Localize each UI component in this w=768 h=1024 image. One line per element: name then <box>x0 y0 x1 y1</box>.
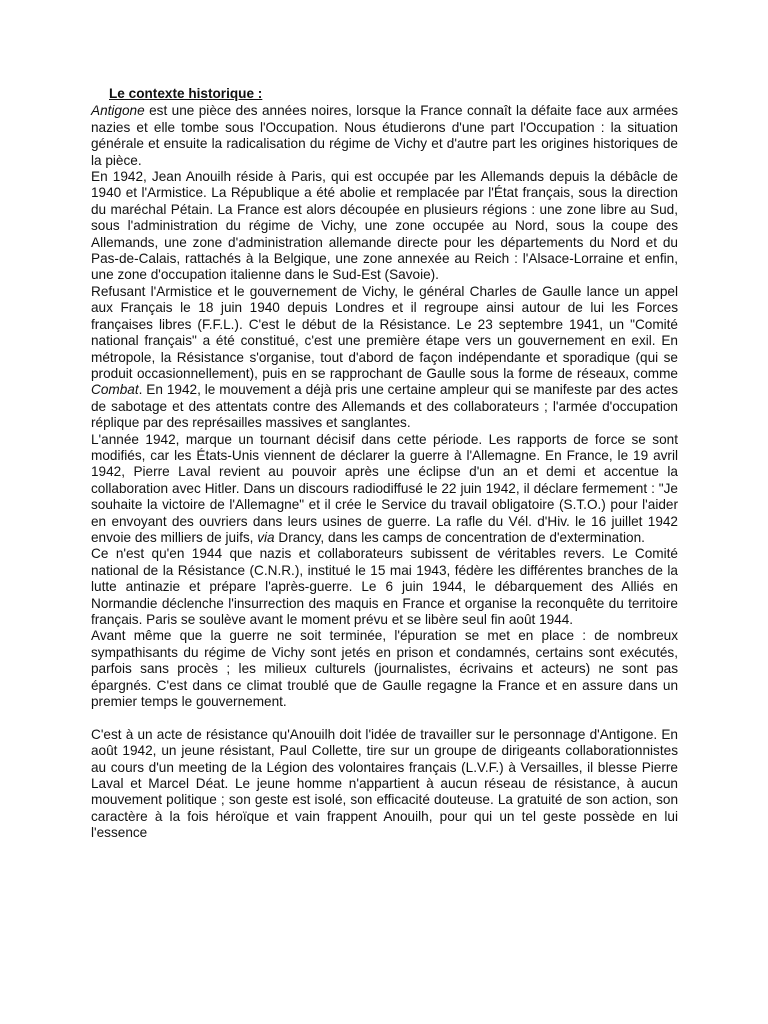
paragraph-spacer <box>91 710 678 726</box>
paragraph-1944: Ce n'est qu'en 1944 que nazis et collaborateurs subissent de véritables revers. Le Comité national de la Résistance (C.N.R.), institué le 15 mai 1943, fédère les différentes branches de la lutte antinazie et prépare l'après-guerre. Le 6 juin 1944, le débarquement des Alliés en Normandie déclenche l'insurrection des maquis en France et organise la reconquête du territoire français. Paris se soulève avant le moment prévu et se libère seul fin août 1944. <box>91 546 678 627</box>
paragraph-intro-text: est une pièce des années noires, lorsque la France connaît la défaite face aux armées nazies et elle tombe sous l'Occupation. Nous étudierons d'une part l'Occupation : la situation générale et ensuite la radicalisation du régime de Vichy et d'autre part les origines historiques de la pièce. <box>91 103 678 168</box>
paragraph-resistance-text-1: Refusant l'Armistice et le gouvernement de Vichy, le général Charles de Gaulle lance un appel aux Français le 18 juin 1940 depuis Londres et il regroupe ainsi autour de lui les Forces françaises libres (F.F.L.). C'est le début de la Résistance. Le 23 septembre 1941, un "Comité national français" a été constitué, c'est une première étape vers un gouvernement en exil. En métropole, la Résistance s'organise, tout d'abord de façon indépendante et sporadique (qui se produit occasionnellement), puis en se rapprochant de Gaulle sous la forme de réseaux, comme <box>91 283 678 381</box>
paragraph-occupation: En 1942, Jean Anouilh réside à Paris, qui est occupée par les Allemands depuis la débâcle de 1940 et l'Armistice. La République a été abolie et remplacée par l'État français, sous la direction du maréchal Pétain. La France est alors découpée en plusieurs régions : une zone libre au Sud, sous l'administration du régime de Vichy, une zone occupée au Nord, sous la coupe des Allemands, une zone d'administration allemande directe pour les départements du Nord et du Pas-de-Calais, rattachés à la Belgique, une zone annexée au Reich : l'Alsace-Lorraine et enfin, une zone d'occupation italienne dans le Sud-Est (Savoie). <box>91 169 678 283</box>
paragraph-intro <box>91 103 678 169</box>
paragraph-1942-text-2: Drancy, dans les camps de concentration de d'extermination. <box>274 529 645 545</box>
paragraph-1942 <box>91 432 678 547</box>
paragraph-antigone-origins: C'est à un acte de résistance qu'Anouilh doit l'idée de travailler sur le personnage d'Antigone. En août 1942, un jeune résistant, Paul Collette, tire sur un groupe de dirigeants collaborationnistes au cours d'un meeting de la Légion des volontaires français (L.V.F.) à Versailles, il blesse Pierre Laval et Marcel Déat. Le jeune homme n'appartient à aucun réseau de résistance, à aucun mouvement politique ; son geste est isolé, son efficacité douteuse. La gratuité de son action, son caractère à la fois héroïque et vain frappent Anouilh, pour qui un tel geste possède en lui l'essence <box>91 726 678 841</box>
via-italic: via <box>257 529 275 545</box>
paragraph-1942-text-1: L'année 1942, marque un tournant décisif dans cette période. Les rapports de force se sont modifiés, car les États-Unis viennent de déclarer la guerre à l'Allemagne. En France, le 19 avril 1942, Pierre Laval revient au pouvoir après une éclipse d'un an et demi et accentue la collaboration avec Hitler. Dans un discours radiodiffusé le 22 juin 1942, il déclare fermement : "Je souhaite la victoire de l'Allemagne" et il crée le Service du travail obligatoire (S.T.O.) pour l'aider en envoyant des ouvriers dans leurs usines de guerre. La rafle du Vél. d'Hiv. le 16 juillet 1942 envoie des milliers de juifs, <box>91 431 678 545</box>
section-heading: Le contexte historique : <box>109 86 263 101</box>
play-title-italic: Antigone <box>91 103 145 119</box>
combat-italic: Combat <box>91 382 139 398</box>
paragraph-resistance <box>91 284 678 432</box>
document-body <box>91 86 678 842</box>
paragraph-resistance-text-2: . En 1942, le mouvement a déjà pris une certaine ampleur qui se manifeste par des actes de sabotage et des attentats contre des Allemands et des collaborateurs ; l'armée d'occupation réplique par des représailles massives et sanglantes. <box>91 382 678 431</box>
paragraph-epuration: Avant même que la guerre ne soit terminée, l'épuration se met en place : de nombreux sympathisants du régime de Vichy sont jetés en prison et condamnés, certains sont exécutés, parfois sans procès ; les milieux culturels (journalistes, écrivains et acteurs) ne sont pas épargnés. C'est dans ce climat troublé que de Gaulle regagne la France et en assure dans un premier temps le gouvernement. <box>91 628 678 710</box>
